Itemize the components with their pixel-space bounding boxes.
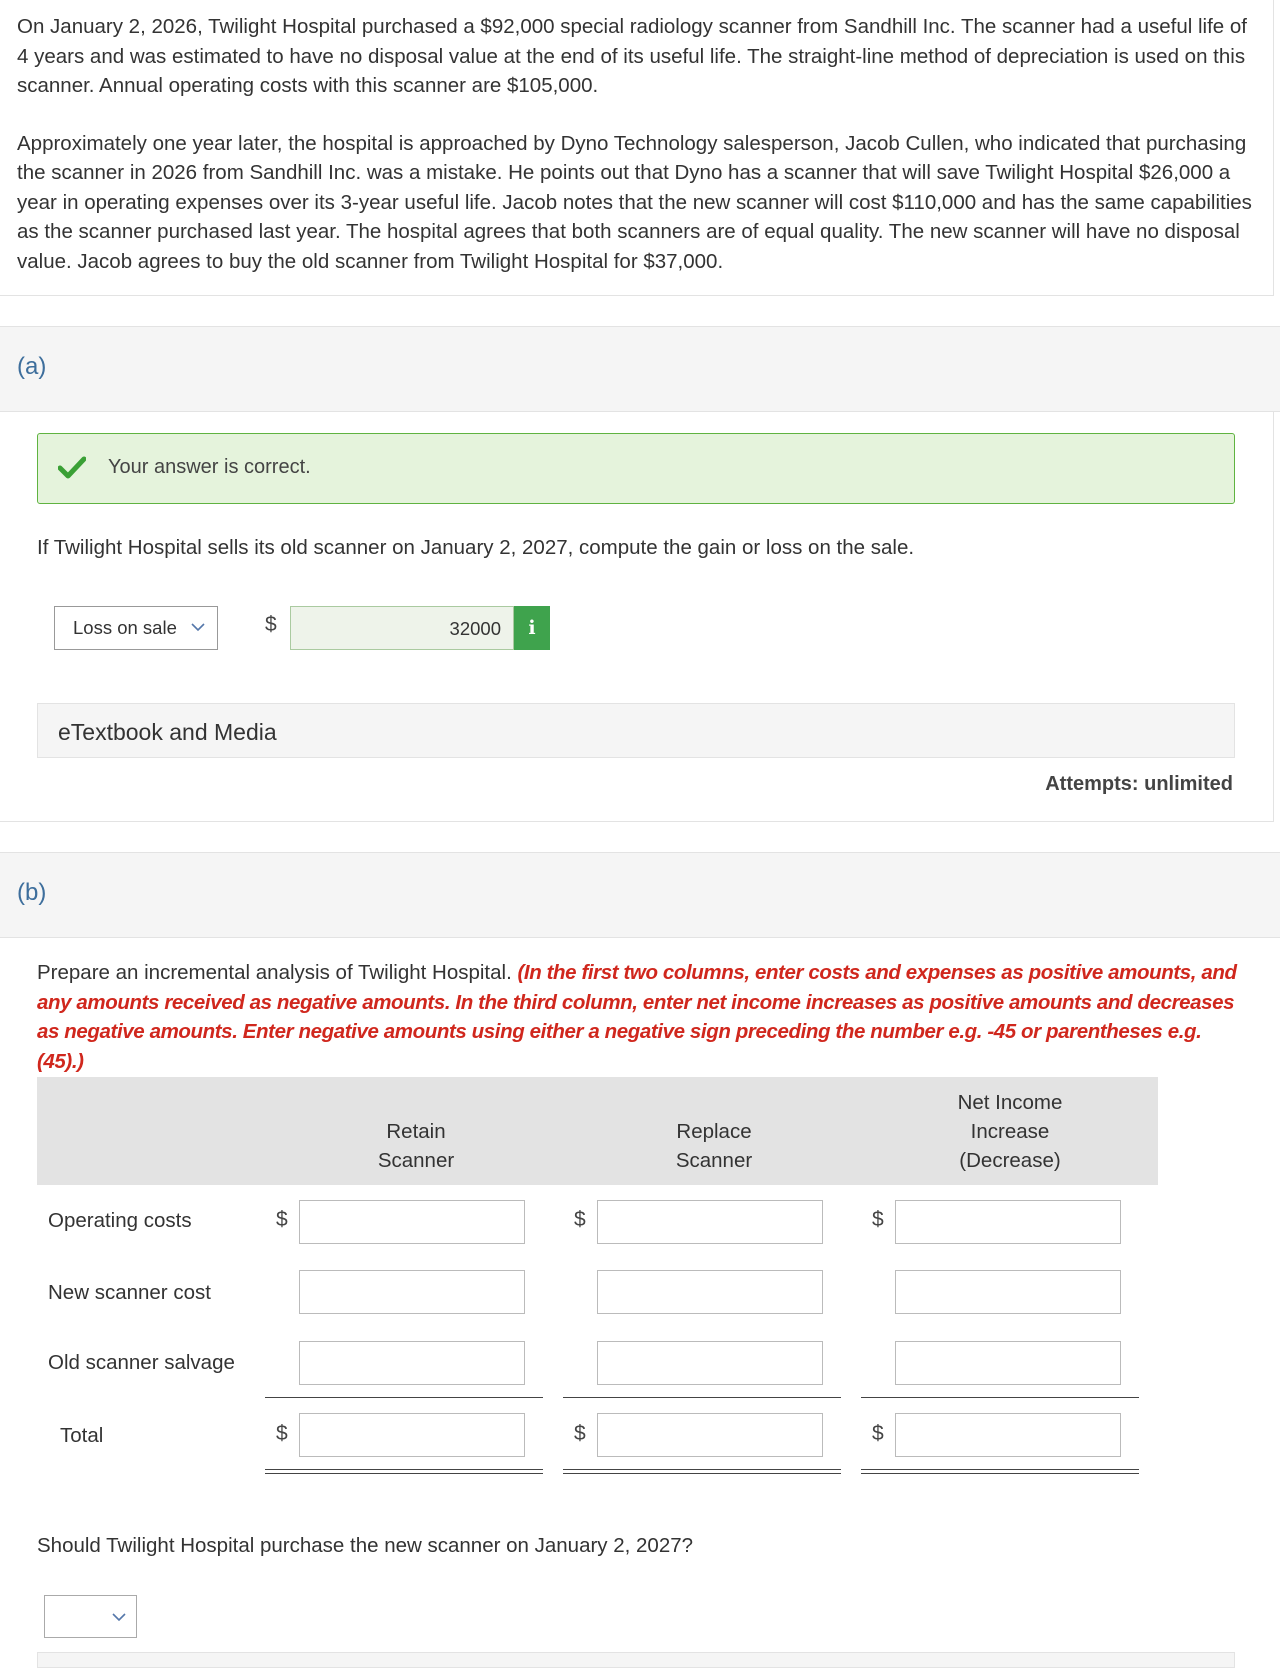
total-double-rule (563, 1469, 841, 1474)
header-replace-line2: Scanner (675, 1149, 753, 1172)
part-a-header (0, 326, 1280, 412)
problem-paragraph-2: Approximately one year later, the hospital is approached by Dyno Technology salesperson, Jacob Cullen, who indicated that purchasing the scanner in 2026 from Sandhill Inc. was a mistake. He points out that Dyno has a scanner that will save Twilight Hospital $26,000 a year in operating expenses over its 3-year useful life. Jacob notes that the new scanner will cost $110,000 and has the same capabilities as the scanner purchased last year. The hospital agrees that both scanners are of equal quality. The new scanner will have no disposal value. Jacob agrees to buy the old scanner from Twilight Hospital for $37,000. (17, 131, 1252, 273)
row-label-old-scanner-salvage: Old scanner salvage (48, 1351, 235, 1374)
gain-loss-amount-input[interactable]: 32000 (290, 606, 514, 650)
header-net-line1: Net Income (957, 1091, 1063, 1114)
header-net-income (897, 1088, 1123, 1175)
correct-feedback-text: Your answer is correct. (108, 456, 311, 478)
currency-symbol: $ (276, 1422, 288, 1445)
currency-symbol: $ (872, 1208, 884, 1231)
operating-costs-net-input[interactable] (895, 1200, 1121, 1244)
currency-symbol: $ (276, 1208, 288, 1231)
currency-symbol: $ (574, 1422, 586, 1445)
part-b-label: (b) (17, 879, 47, 906)
purchase-decision-select[interactable] (44, 1595, 137, 1638)
header-net-line2: Increase (970, 1120, 1050, 1143)
old-scanner-salvage-replace-input[interactable] (597, 1341, 823, 1385)
info-icon[interactable]: i (514, 606, 550, 650)
part-b-decision-question: Should Twilight Hospital purchase the new scanner on January 2, 2027? (37, 1534, 694, 1557)
part-b-instructions (37, 958, 1247, 1076)
next-section-strip (37, 1652, 1235, 1668)
currency-symbol: $ (265, 613, 277, 636)
header-retain-line2: Scanner (377, 1149, 455, 1172)
row-label-total: Total (60, 1424, 104, 1447)
new-scanner-cost-retain-input[interactable] (299, 1270, 525, 1314)
subtotal-rule (265, 1397, 543, 1398)
row-label-operating-costs: Operating costs (48, 1209, 192, 1232)
part-a-question: If Twilight Hospital sells its old scanner on January 2, 2027, compute the gain or loss on the sale. (37, 536, 915, 559)
header-replace-scanner (601, 1117, 827, 1175)
new-scanner-cost-net-input[interactable] (895, 1270, 1121, 1314)
subtotal-rule (861, 1397, 1139, 1398)
old-scanner-salvage-retain-input[interactable] (299, 1341, 525, 1385)
problem-paragraph-1: On January 2, 2026, Twilight Hospital purchased a $92,000 special radiology scanner from Sandhill Inc. The scanner had a useful life of 4 years and was estimated to have no disposal value at the end of its useful life. The straight-line method of depreciation is used on this scanner. Annual operating costs with this scanner are $105,000. (17, 15, 1247, 97)
header-replace-line1: Replace (676, 1120, 752, 1143)
row-label-new-scanner-cost: New scanner cost (48, 1281, 211, 1304)
header-retain-scanner (303, 1117, 529, 1175)
problem-statement (0, 0, 1274, 296)
new-scanner-cost-replace-input[interactable] (597, 1270, 823, 1314)
subtotal-rule (563, 1397, 841, 1398)
total-double-rule (265, 1469, 543, 1474)
total-net-input[interactable] (895, 1413, 1121, 1457)
incremental-table-header (37, 1077, 1158, 1185)
operating-costs-retain-input[interactable] (299, 1200, 525, 1244)
header-retain-line1: Retain (386, 1120, 446, 1143)
instructions-red-note: (In the first two columns, enter costs and expenses as positive amounts, and any amounts received as negative amounts. In the third column, enter net income increases as positive amounts and decreases as negative amounts. Enter negative amounts using either a negative sign preceding the number e.g. -45 or parentheses e.g. (45).) (37, 961, 1237, 1073)
part-b-header (0, 852, 1280, 938)
chevron-down-icon (112, 1612, 126, 1622)
total-retain-input[interactable] (299, 1413, 525, 1457)
operating-costs-replace-input[interactable] (597, 1200, 823, 1244)
old-scanner-salvage-net-input[interactable] (895, 1341, 1121, 1385)
gain-loss-select[interactable] (54, 606, 218, 650)
checkmark-icon (58, 455, 86, 479)
header-net-line3: (Decrease) (959, 1149, 1061, 1172)
total-double-rule (861, 1469, 1139, 1474)
total-replace-input[interactable] (597, 1413, 823, 1457)
currency-symbol: $ (872, 1422, 884, 1445)
attempts-label: Attempts: unlimited (1045, 773, 1233, 795)
currency-symbol: $ (574, 1208, 586, 1231)
instructions-text: Prepare an incremental analysis of Twilight Hospital. (37, 961, 518, 984)
etextbook-media-link[interactable]: eTextbook and Media (37, 703, 1235, 758)
correct-feedback-box (37, 433, 1235, 504)
gain-loss-select-value: Loss on sale (73, 617, 177, 638)
chevron-down-icon (191, 622, 205, 632)
part-a-label: (a) (17, 353, 47, 380)
